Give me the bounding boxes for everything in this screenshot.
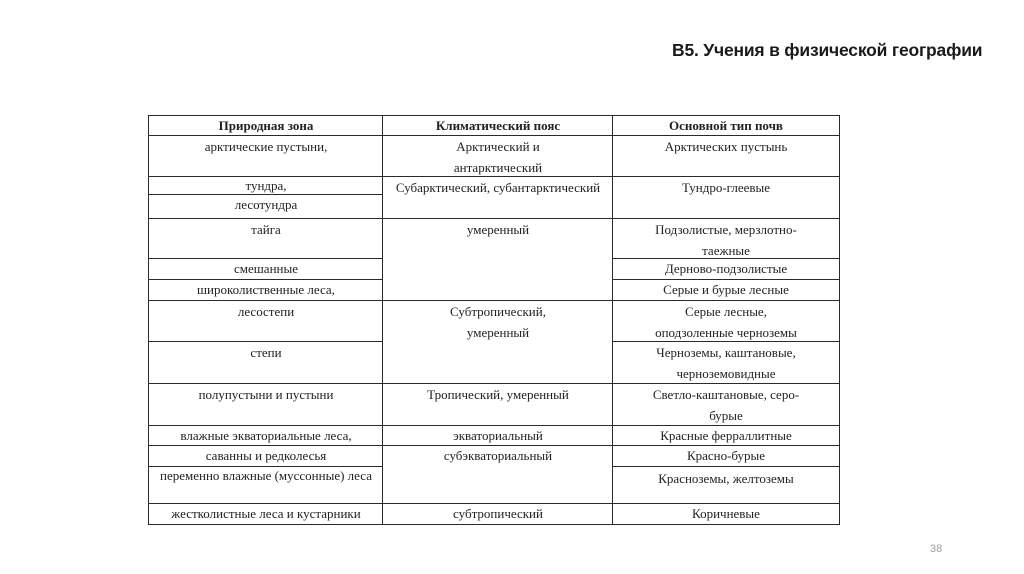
zone-cell: степи [148,341,384,385]
belt-cell: Субтропический, умеренный [382,300,614,385]
slide-title: В5. Учения в физической географии [672,40,983,60]
zone-cell: переменно влажные (муссонные) леса [148,466,384,505]
soil-cell: Арктических пустынь [612,135,840,178]
belt-cell: субэкваториальный [382,445,614,505]
soil-cell: Красноземы, желтоземы [612,466,840,505]
soil-cell: Серые лесные, оподзоленные черноземы [612,300,840,343]
belt-cell: субтропический [382,503,614,525]
soil-cell: Красные ферраллитные [612,425,840,447]
zone-cell: саванны и редколесья [148,445,384,468]
zone-cell: смешанные [148,258,384,281]
soil-cell: Красно-бурые [612,445,840,468]
header-soil-type: Основной тип почв [612,115,840,137]
belt-cell: Арктический и антарктический [382,135,614,178]
soil-zones-table [148,115,840,525]
zone-cell: жестколистные леса и кустарники [148,503,384,525]
soil-cell: Подзолистые, мерзлотно-таежные [612,218,840,260]
soil-cell: Светло-каштановые, серо-бурые [612,383,840,427]
soil-cell: Черноземы, каштановые, черноземовидные [612,341,840,385]
zone-cell: широколиственные леса, [148,279,384,302]
soil-cell: Тундро-глеевые [612,176,840,220]
soil-cell: Коричневые [612,503,840,525]
belt-cell: умеренный [382,218,614,302]
page-number: 38 [930,543,943,555]
belt-cell: Субарктический, субантарктический [382,176,614,220]
zone-cell: арктические пустыни, [148,135,384,178]
belt-cell: экваториальный [382,425,614,447]
header-climate-belt: Климатический пояс [382,115,614,137]
soil-cell: Серые и бурые лесные [612,279,840,302]
zone-cell: тайга [148,218,384,260]
soil-cell: Дерново-подзолистые [612,258,840,281]
zone-cell: тундра, [148,176,384,196]
zone-cell: лесостепи [148,300,384,343]
zone-cell: лесотундра [148,194,384,220]
zone-cell: влажные экваториальные леса, [148,425,384,447]
zone-cell: полупустыни и пустыни [148,383,384,427]
belt-cell: Тропический, умеренный [382,383,614,427]
header-natural-zone: Природная зона [148,115,384,137]
